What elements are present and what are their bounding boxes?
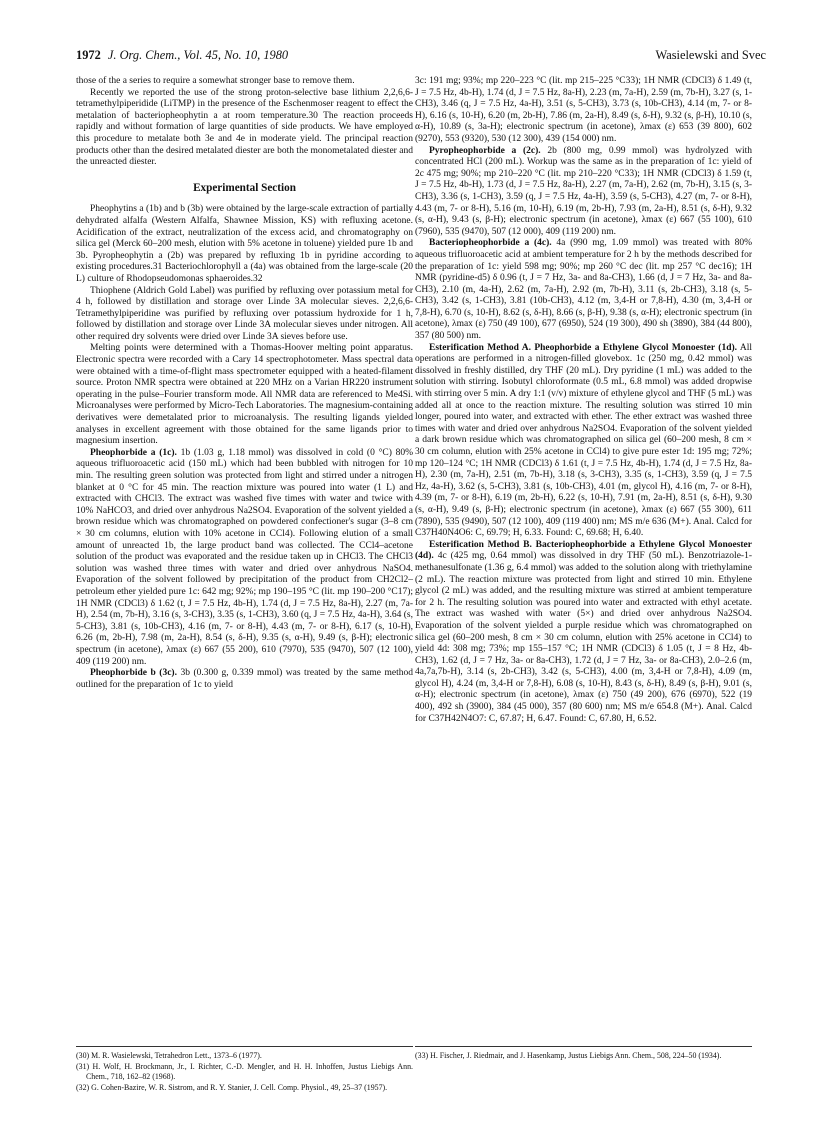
procedure-2c [415,146,752,239]
experimental-paragraph-3: Melting points were determined with a Thomas-Hoover melting point apparatus. Electronic spectra were recorded with a Cary 14 spectrophotometer. Mass spectral data were obtained with a time-of-flight mass spectrometer equipped with a heated-filament source. Proton NMR spectra were obtained at 220 MHz on a Varian HR220 instrument operating in the pulse–Fourier transform mode. All NMR data are referenced to Me4Si. Microanalyses were performed by Micro-Tech Laboratories. The magnesium-containing derivatives were demetalated prior to microanalysis. The resulting ligands yielded analyses in excellent agreement with those obtained for the same ligands prior to magnesium insertion. [76,343,413,447]
procedure-1c-body: 1b (1.03 g, 1.18 mmol) was dissolved in cold (0 °C) 80% aqueous trifluoroacetic acid (150 mL) which had been bubbled with nitrogen for 10 min. The resulting green solution was protected from light and stirred under a nitrogen blanket at 0 °C for 45 min. The reaction mixture was poured into water (1 L) and extracted with CHCl3. The extract was washed five times with water and twice with 10% NaHCO3, and dried over anhydrous Na2SO4. Evaporation of the solvent yielded a brown residue which was chromatographed on powdered confectioner's sugar (3–8 cm × 30 cm columns, elution with 10% acetone in CCl4). Following elution of a small amount of unreacted 1b, the large product band was collected. The CCl4–acetone solution of the product was evaporated and the residue taken up in CHCl3. The CHCl3 solution was washed three times with water and dried over anhydrous NaSO4. Evaporation of the solvent followed by precipitation of the product from CH2Cl2–petroleum ether yielded pure 1c: 642 mg; 92%; mp 190–195 °C (lit. mp 190–200 °C17); 1H NMR (CDCl3) δ 1.62 (t, J = 7.5 Hz, 4b-H), 1.74 (d, J = 7.5 Hz, 8a-H), 2.27 (m, 7a-H), 2.54 (m, 7b-H), 3.16 (s, 3-CH3), 3.35 (s, 1-CH3), 3.60 (q, J = 7.5 Hz, 4a-H), 3.64 (s, 5-CH3), 3.81 (s, 10b-CH3), 4.16 (m, 7- or 8-H), 4.43 (m, 7- or 8-H), 6.17 (s, 10-H), 6.26 (m, 2b-H), 7.98 (m, 2a-H), 8.54 (s, δ-H), 9.35 (s, α-H), 9.49 (s, β-H); electronic spectrum (in acetone), λmax (ε) 667 (55 200), 610 (7970), 535 (9470), 507 (12 100), 409 (119 200) nm. [76,447,414,667]
section-heading: Experimental Section [193,181,296,194]
footnote-30: (30) M. R. Wasielewski, Tetrahedron Lett., 1373–6 (1977). [76,1051,262,1060]
procedure-3c-continued: 3c: 191 mg; 93%; mp 220–223 °C (lit. mp 215–225 °C33); 1H NMR (CDCl3) δ 1.49 (t, J = 7.5 Hz, 4b-H), 1.74 (d, J = 7.5 Hz, 8a-H), 2.23 (m, 7a-H), 2.59 (m, 7b-H), 3.27 (s, 1-CH3), 3.46 (q, J = 7.5 Hz, 4a-H), 3.51 (s, 5-CH3), 3.73 (s, 10b-CH3), 4.14 (m, 7- or 8-H), 6.16 (s, 10-H), 6.20 (m, 2b-H), 7.86 (m, 2a-H), 8.49 (s, δ-H), 9.32 (s, β-H), 10.10 (s, α-H), 10.89 (s, 3a-H); electronic spectrum (in acetone), λmax (ε) 653 (39 800), 602 (9270), 553 (9320), 530 (12 300), 439 (154 000) nm. [415,76,752,144]
procedure-1c-title: Pheophorbide a (1c). [90,447,177,458]
procedure-4c-title: Bacteriopheophorbide a (4c). [429,238,552,249]
procedure-2c-body: 2b (800 mg, 0.99 mmol) was hydrolyzed with concentrated HCl (200 mL). Workup was the same as in the preparation of 1c: yield of 2c 475 mg; 90%; mp 210–220 °C (lit. mp 210–220 °C33); 1H NMR (CDCl3) δ 1.59 (t, J = 7.5 Hz, 4b-H), 1.73 (d, J = 7.5 Hz, 8a-H), 2.27 (m, 7a-H), 2.62 (m, 7b-H), 3.15 (s, 3-CH3), 3.36 (s, 1-CH3), 3.59 (q, J = 7.5 Hz, 4a-H), 3.59 (s, 5-CH3), 4.27 (m, 7- or 8-H), 4.43 (m, 7- or 8-H), 5.16 (m, 10-H), 6.19 (m, 2b-H), 7.93 (m, 2a-H), 8.51 (s, δ-H), 9.32 (s, α-H), 9.43 (s, β-H); electronic spectrum (in acetone), λmax (ε) 667 (55 100), 610 (7960), 535 (9470), 507 (12 000), 409 (119 200) nm. [415,145,752,237]
method-b [415,540,752,726]
header-left [76,48,288,63]
experimental-paragraph-2: Thiophene (Aldrich Gold Label) was purified by refluxing over potassium metal for 4 h, followed by distillation and storage over Linde 3A molecular sieves. 2,2,6,6-Tetramethylpiperidine was purified by refluxing over potassium hydroxide for 1 h, followed by distillation and storage over Linde 3A molecular sieves under nitrogen. All other required dry solvents were dried over Linde 3A sieves before use. [76,285,413,342]
left-column [76,76,413,691]
procedure-4c [415,238,752,342]
procedure-3c [76,668,413,691]
footnotes-right [415,1046,752,1062]
footnote-33: (33) H. Fischer, J. Riedmair, and J. Hasenkamp, Justus Liebigs Ann. Chem., 508, 224–50 (1934). [415,1051,722,1060]
procedure-3c-body: 3b (0.300 g, 0.339 mmol) was treated by the same method outlined for the preparation of 1c to yield [76,668,413,690]
procedure-3c-title: Pheophorbide b (3c). [90,668,177,679]
footnote-32: (32) G. Cohen-Bazire, W. R. Sistrom, and R. Y. Stanier, J. Cell. Comp. Physiol., 49, 25–37 (1957). [76,1083,388,1092]
right-column [415,76,752,725]
intro-paragraph-1: those of the a series to require a somewhat stronger base to remove them. [76,76,355,86]
method-a-title: Esterification Method A. Pheophorbide a Ethylene Glycol Monoester (1d). [429,342,738,353]
procedure-2c-title: Pyropheophorbide a (2c). [429,145,541,156]
procedure-1c [76,448,413,668]
journal-citation: J. Org. Chem., Vol. 45, No. 10, 1980 [107,48,289,62]
footnotes-left [76,1046,413,1094]
method-b-title: Esterification Method B. Bacteriopheophorbide a Ethylene Glycol Monoester (4d). [415,539,752,562]
method-a [415,343,752,540]
running-header [76,48,766,68]
header-authors: Wasielewski and Svec [655,48,766,62]
method-a-body: All operations are performed in a nitrogen-filled glovebox. 1c (250 mg, 0.42 mmol) was dissolved in freshly distilled, dry THF (20 mL). Dry pyridine (1 mL) was added to the solution with stirring. Isobutyl chloroformate (0.5 mL, 6.8 mmol) was added dropwise with stirring over 5 min. A dry 1:1 (v/v) mixture of ethylene glycol and THF (5 mL) was added all at once to the reaction mixture. The resulting solution was stirred 10 min longer, poured into water, and extracted with ether. The ether extract was washed three times with water and dried over anhydrous Na2SO4. Evaporation of the solvent yielded a dark brown residue which was chromatographed on silica gel (60–200 mesh, 8 cm × 30 cm column, elution with 25% acetone in CCl4) to give pure ester 1d: 195 mg; 72%; mp 120–124 °C; 1H NMR (CDCl3) δ 1.61 (t, J = 7.5 Hz, 4b-H), 1.74 (d, J = 7.5 Hz, 8a-H), 2.30 (m, 7a-H), 2.51 (m, 7b-H), 3.18 (s, 3-CH3), 3.35 (s, 1-CH3), 3.59 (q, J = 7.5 Hz, 4a-H), 3.62 (s, 5-CH3), 3.81 (s, 10b-CH3), 4.01 (m, glycol H), 4.16 (m, 7- or 8-H), 4.39 (m, 7- or 8-H), 6.19 (m, 2b-H), 6.22 (s, 10-H), 7.91 (m, 2a-H), 8.51 (s, δ-H), 9.30 (s, α-H), 9.49 (s, β-H); electronic spectrum (in acetone), λmax (ε) 667 (55 300), 611 (7890), 535 (9490), 507 (12 100), 409 (119 400) nm; MS m/e 636 (M+). Anal. Calcd for C37H40N4O6: C, 69.79; H, 6.33. Found: C, 69.68; H, 6.40. [415,342,752,539]
procedure-4c-body: 4a (990 mg, 1.09 mmol) was treated with 80% aqueous trifluoroacetic acid at ambient temperature for 2 h by the methods described for the preparation of 1c: yield 598 mg; 90%; mp 260 °C dec (lit. mp 257 °C dec16); 1H NMR (pyridine-d5) δ 0.96 (t, J = 7 Hz, 3a- and 8a-CH3), 1.66 (d, J = 7 Hz, 3a- and 8a-CH3), 2.10 (m, 4a-H), 2.62 (m, 7a-H), 2.92 (m, 7b-H), 3.11 (s, 2b-CH3), 3.18 (s, 5-CH3), 3.42 (s, 1-CH3), 3.81 (10b-CH3), 4.12 (m, 3,4-H or 7,8-H), 4.30 (m, 3,4-H or 7,8-H), 6.70 (s, 10-H), 8.62 (s, δ-H), 8.66 (s, β-H), 9.38 (s, α-H); electronic spectrum (in acetone), λmax (ε) 750 (49 100), 677 (6950), 524 (19 300), 490 sh (3890), 384 (44 800), 357 (80 500) nm. [415,238,752,342]
intro-paragraph-2: Recently we reported the use of the strong proton-selective base lithium 2,2,6,6-tetramethylpiperidide (LiTMP) in the presence of the Eschenmoser reagent to effect the metalation of bacteriopheophytin a at room temperature.30 The reaction proceeds rapidly and without formation of large quantities of side products. We have employed this procedure to metalate both 3e and 4e in moderate yield. The principal reaction products other than the desired metalated diester are both the monometalated diester and the unreacted diester. [76,87,413,168]
footnote-31: (31) H. Wolf, H. Brockmann, Jr., I. Richter, C.-D. Mengler, and H. H. Inhoffen, Justus Liebigs Ann. Chem., 718, 162–82 (1968). [76,1062,413,1081]
method-b-body: 4c (425 mg, 0.64 mmol) was dissolved in dry THF (50 mL). Benzotriazole-1-methanesulfonate (1.36 g, 6.4 mmol) was added to the solution along with triethylamine (2 mL). The reaction mixture was protected from light and stirred 10 min. Ethylene glycol (2 mL) was added, and the resulting mixture was stirred at ambient temperature for 2 h. The resulting solution was poured into water and extracted with ethyl acetate. The extract was washed with water (5×) and dried over anhydrous Na2SO4. Evaporation of the solvent yielded a purple residue which was chromatographed on silica gel (60–200 mesh, 8 cm × 30 cm column, elution with 25% acetone in CCl4) to yield 4d: 308 mg; 73%; mp 155–157 °C; 1H NMR (CDCl3) δ 1.05 (t, J = 8 Hz, 4b-CH3), 1.62 (d, J = 7 Hz, 3a- or 8a-CH3), 1.72 (d, J = 7 Hz, 3a- or 8a-CH3), 2.0–2.6 (m, 4a,7a,7b-H), 3.14 (s, 2b-CH3), 3.42 (s, 5-CH3), 4.00 (m, 3,4-H or 7,8-H), 4.09 (m, glycol H), 4.24 (m, 3,4-H or 7,8-H), 6.08 (s, 10-H), 8.43 (s, δ-H), 8.49 (s, β-H), 9.01 (s, α-H); electronic spectrum (in acetone), λmax (ε) 750 (49 200), 676 (6970), 522 (19 400), 492 sh (3900), 384 (45 000), 357 (80 600) nm; MS m/e 654.8 (M+). Anal. Calcd for C37H42N4O7: C, 67.87; H, 6.47. Found: C, 67.80, H, 6.52. [415,551,752,724]
experimental-paragraph-1: Pheophytins a (1b) and b (3b) were obtained by the large-scale extraction of partially dehydrated alfalfa (Western Alfalfa, Shawnee Mission, KS) with refluxing acetone. Acidification of the extract, neutralization of the excess acid, and chromatography on silica gel (Merck 60–200 mesh, elution with 5% acetone in toluene) yielded pure 1b and 3b. Pyropheophytin a (2b) was prepared by refluxing 1b in pyridine according to existing procedures.31 Bacteriochlorophyll a (4a) was obtained from the large-scale (20 L) culture of Rhodopseudomonas sphaeroides.32 [76,204,413,284]
page-number: 1972 [76,48,101,62]
